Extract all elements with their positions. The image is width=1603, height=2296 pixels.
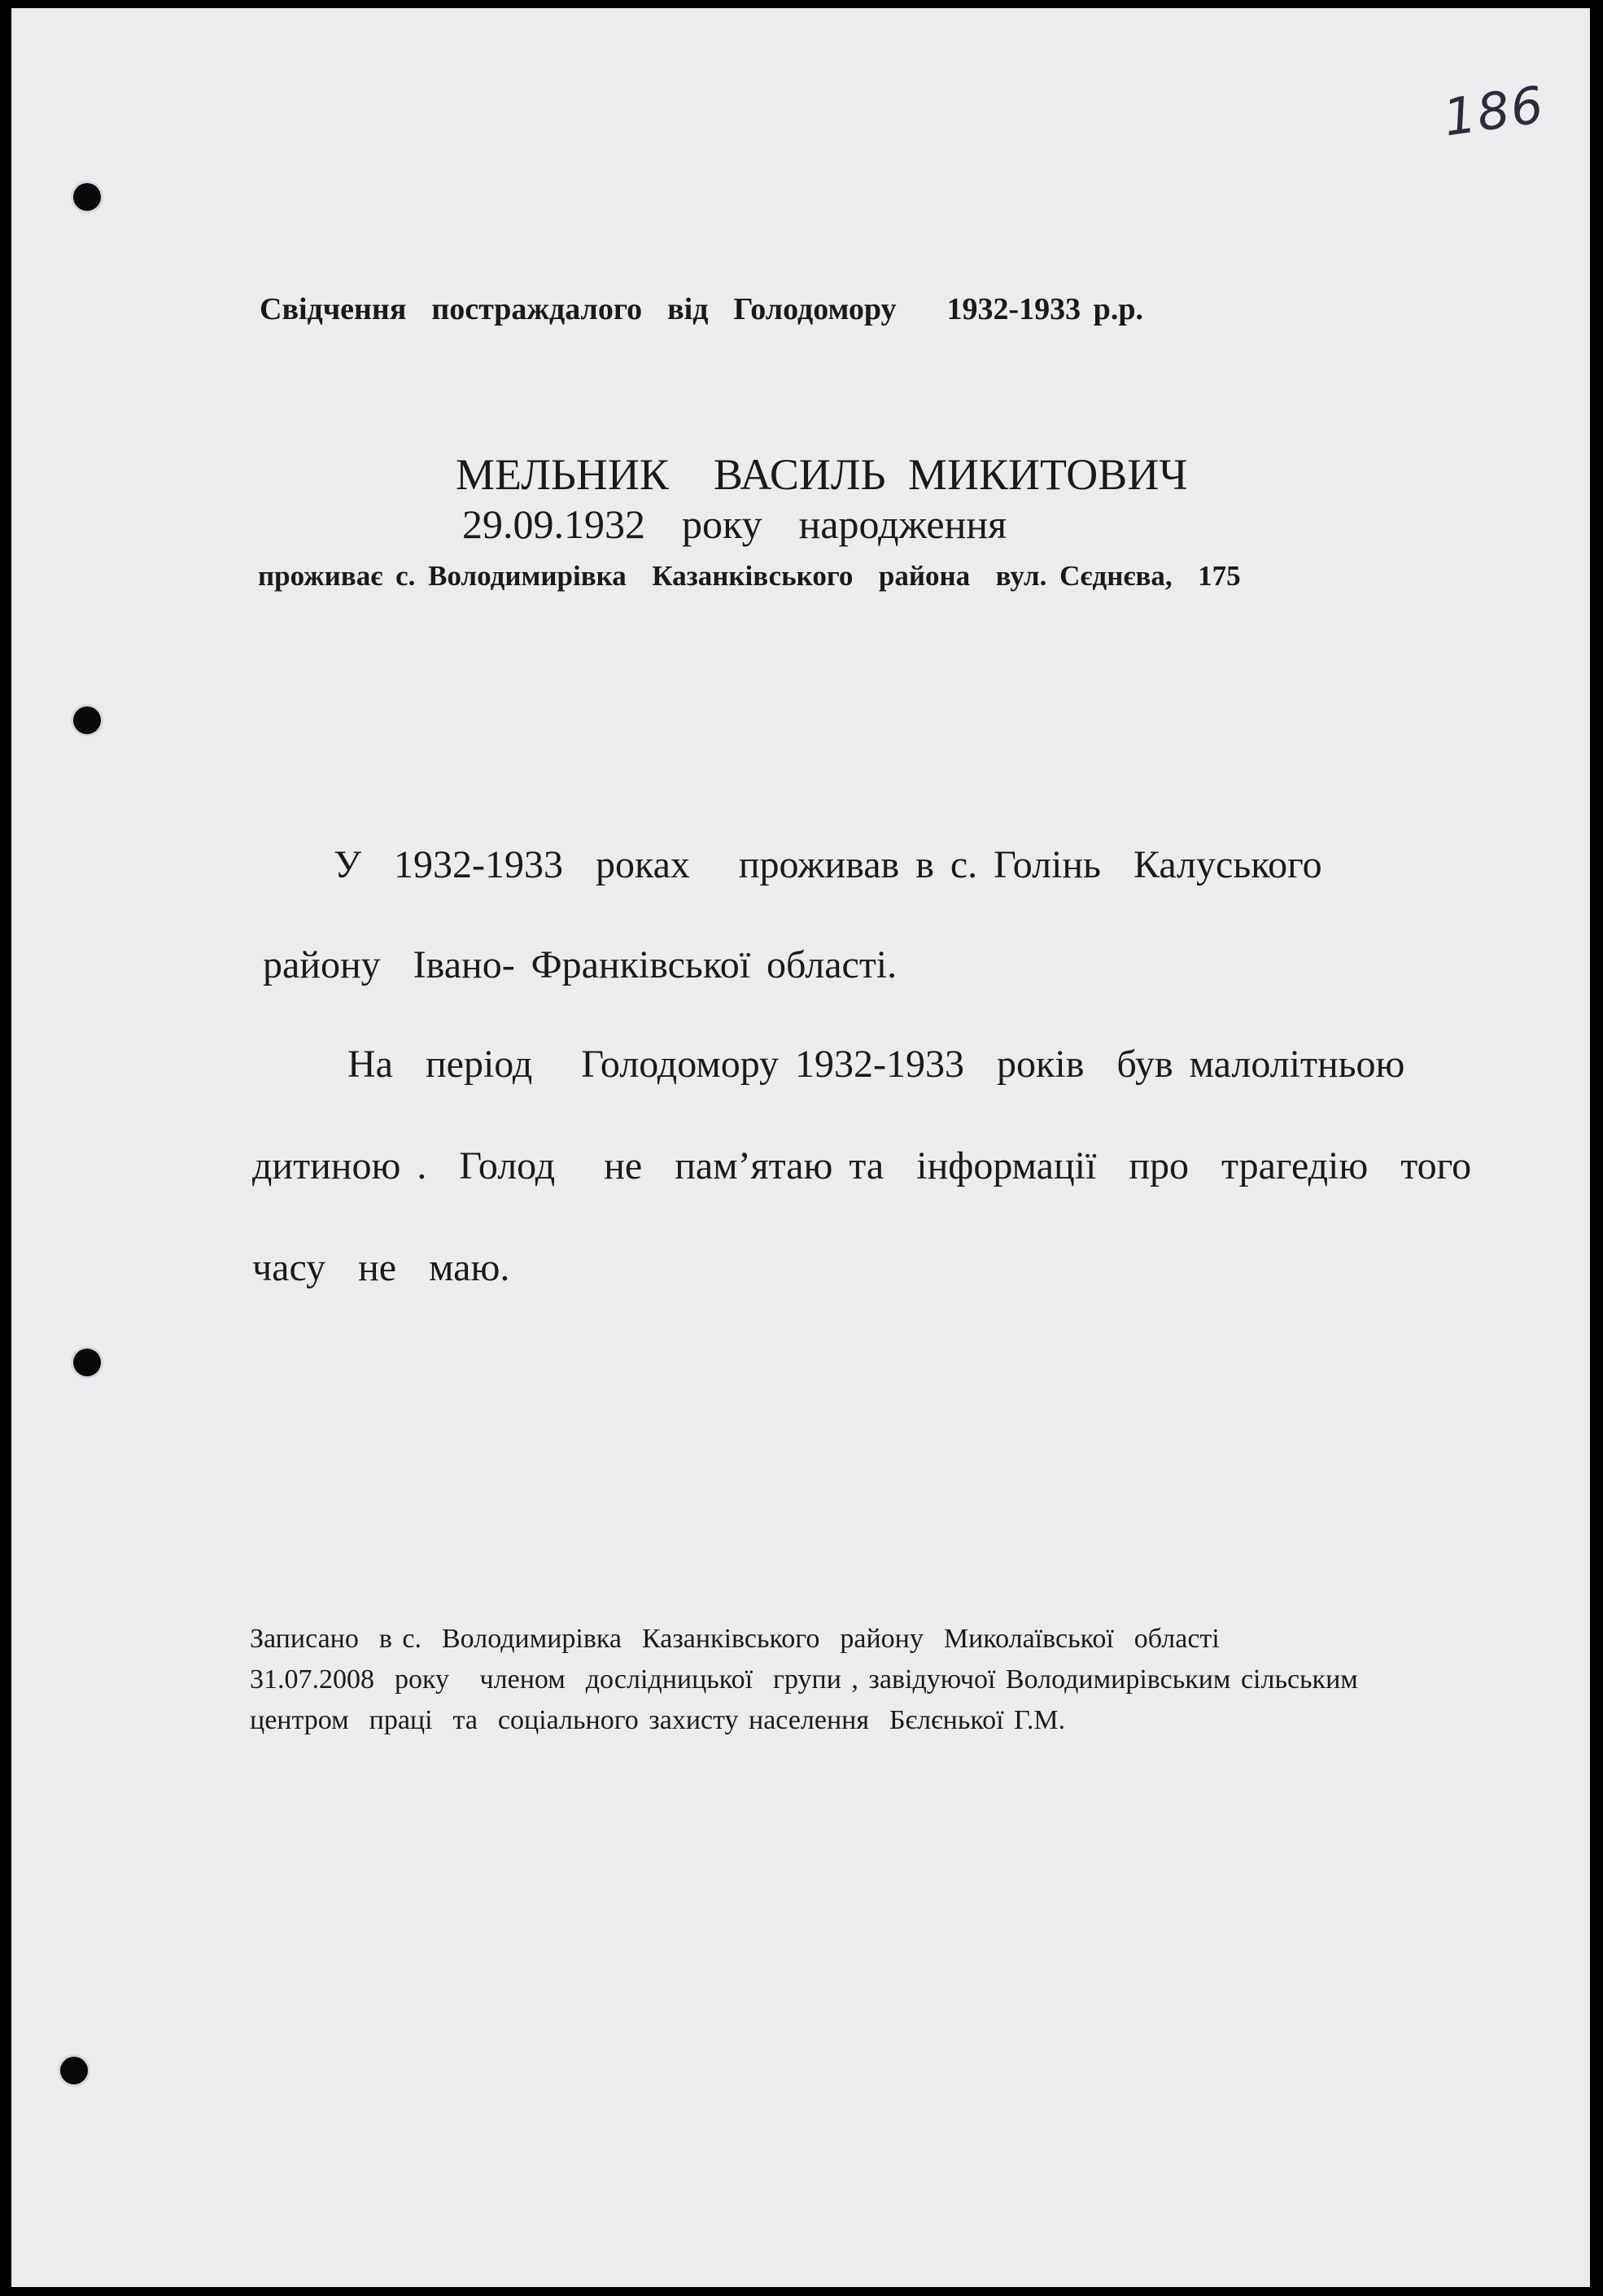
testimony-line: У 1932-1933 роках проживав в с. Голінь Калуського bbox=[334, 843, 1322, 886]
punch-hole-4 bbox=[60, 2057, 88, 2084]
testimony-line: часу не маю. bbox=[252, 1246, 510, 1289]
birth-date: 29.09.1932 року народження bbox=[462, 501, 1007, 547]
recording-note-line: 31.07.2008 року членом дослідницької групи , завідуючої Володимирівським сільським bbox=[250, 1664, 1358, 1695]
recording-note-line: Записано в с. Володимирівка Казанківського району Миколаївської області bbox=[250, 1624, 1220, 1654]
person-name: МЕЛЬНИК ВАСИЛЬ МИКИТОВИЧ bbox=[456, 450, 1188, 499]
testimony-line: району Івано- Франківської області. bbox=[263, 943, 898, 986]
testimony-line: На період Голодомору 1932-1933 років був малолітньою bbox=[347, 1043, 1405, 1086]
document-page bbox=[11, 8, 1590, 2287]
punch-hole-2 bbox=[73, 706, 101, 734]
handwritten-page-number: 186 bbox=[1439, 74, 1548, 148]
document-title: Свідчення постраждалого від Голодомору 1932-1933 р.р. bbox=[260, 292, 1143, 326]
punch-hole-3 bbox=[73, 1349, 101, 1376]
punch-hole-1 bbox=[73, 183, 101, 211]
testimony-line: дитиною . Голод не пам’ятаю та інформації про трагедію того bbox=[252, 1144, 1472, 1187]
recording-note-line: центром праці та соціального захисту населення Бєлєнької Г.М. bbox=[250, 1705, 1066, 1735]
residence-address: проживає с. Володимирівка Казанківського района вул. Сєднєва, 175 bbox=[258, 560, 1241, 592]
